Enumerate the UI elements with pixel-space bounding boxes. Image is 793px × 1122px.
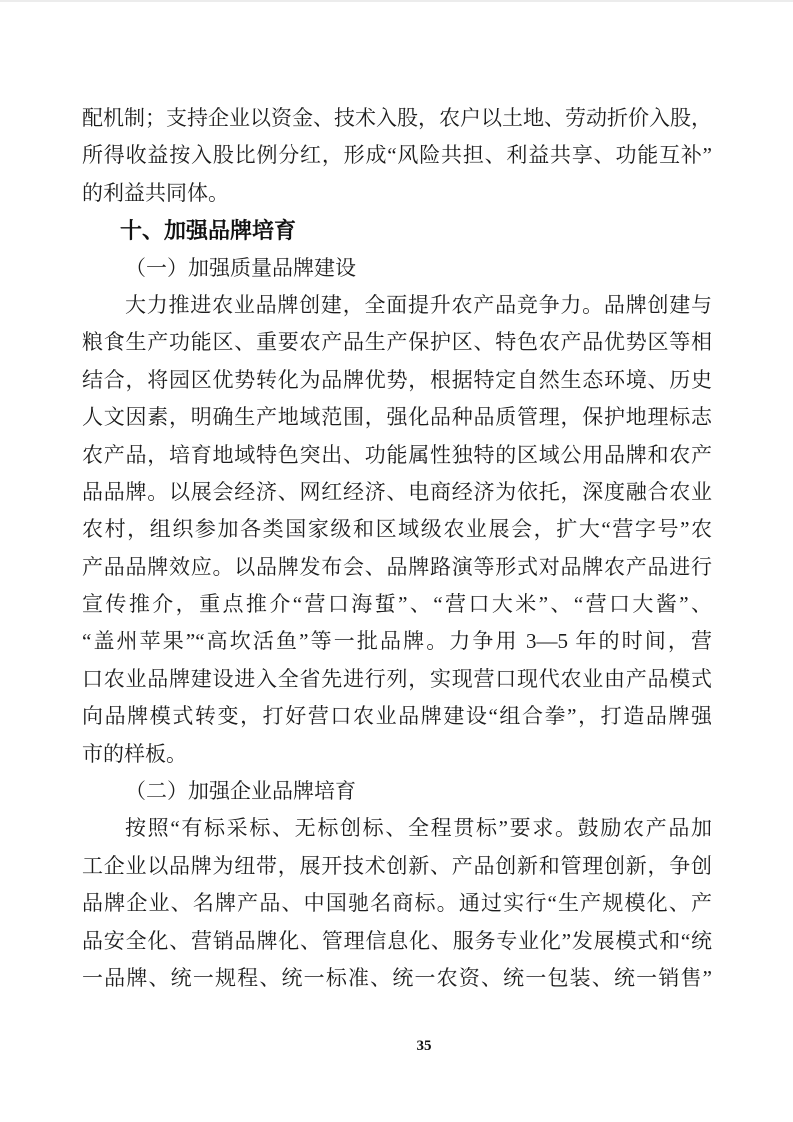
page-number: 35 (416, 1038, 432, 1054)
text-line: 所得收益按入股比例分红，形成“风险共担、利益共享、功能互补” (82, 143, 712, 168)
text-line: 的利益共同体。 (82, 180, 229, 205)
text-line: “盖州苹果”“高坎活鱼”等一批品牌。力争用 3—5 年的时间，营 (82, 629, 712, 654)
text-line: 口农业品牌建设进入全省先进行列，实现营口现代农业由产品模式 (82, 666, 712, 691)
text-line: 人文因素，明确生产地域范围，强化品种品质管理，保护地理标志 (82, 405, 712, 430)
text-line: 品品牌。以展会经济、网红经济、电商经济为依托，深度融合农业 (82, 479, 712, 504)
text-line: 农村，组织参加各类国家级和区域级农业展会，扩大“营字号”农 (82, 517, 712, 542)
text-line: 工企业以品牌为纽带，展开技术创新、产品创新和管理创新，争创 (82, 853, 712, 878)
text-line: 农产品，培育地域特色突出、功能属性独特的区域公用品牌和农产 (82, 442, 712, 467)
subsection-heading-2: （二）加强企业品牌培育 (125, 779, 356, 804)
text-line: 一品牌、统一规程、统一标准、统一农资、统一包装、统一销售” (82, 965, 712, 990)
text-line: 粮食生产功能区、重要农产品生产保护区、特色农产品优势区等相 (82, 330, 712, 355)
section-heading: 十、加强品牌培育 (120, 218, 297, 244)
text-block (82, 100, 712, 997)
text-line: 向品牌模式转变，打好营口农业品牌建设“组合拳”，打造品牌强 (82, 704, 712, 729)
page-top-edge (0, 0, 793, 2)
text-line: 品牌企业、名牌产品、中国驰名商标。通过实行“生产规模化、产 (82, 891, 712, 916)
text-line: 产品品牌效应。以品牌发布会、品牌路演等形式对品牌农产品进行 (82, 554, 712, 579)
text-line: 品安全化、营销品牌化、管理信息化、服务专业化”发展模式和“统 (82, 928, 712, 953)
text-line: 配机制；支持企业以资金、技术入股，农户以土地、劳动折价入股， (82, 106, 712, 130)
text-line: 市的样板。 (82, 741, 187, 766)
subsection-heading-1: （一）加强质量品牌建设 (125, 255, 356, 280)
text-line: 结合，将园区优势转化为品牌优势，根据特定自然生态环境、历史 (82, 367, 712, 392)
text-line: 宣传推介，重点推介“营口海蜇”、“营口大米”、“营口大酱”、 (82, 592, 712, 617)
text-line: 大力推进农业品牌创建，全面提升农产品竞争力。品牌创建与 (125, 292, 712, 317)
text-line: 按照“有标采标、无标创标、全程贯标”要求。鼓励农产品加 (125, 816, 712, 841)
